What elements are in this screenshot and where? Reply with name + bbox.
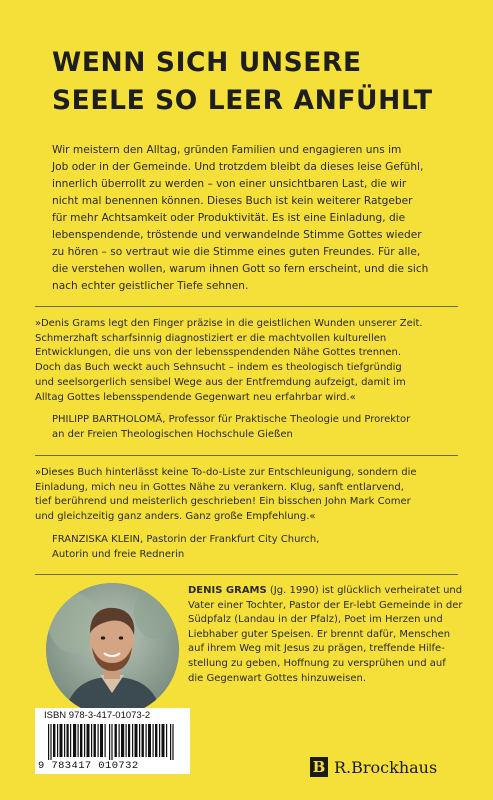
divider-bottom: [35, 574, 458, 575]
quote-line: Entwicklungen, die uns von der lebensspendenden Nähe Gottes trennen.: [35, 347, 402, 359]
endorsement-attribution-1: [52, 413, 410, 442]
intro-line: für mehr Achtsamkeit oder Produktivität. Es ist eine Einladung, die: [52, 212, 406, 224]
isbn-label: ISBN 978-3-417-01073-2: [44, 710, 151, 721]
intro-line: zu hören – so vertraut wie die Stimme eines guten Freundes. Für alle,: [52, 246, 421, 258]
headline-line-2: SEELE SO LEER ANFÜHLT: [52, 85, 433, 116]
bio-line: Südpfalz (Landau in der Pfalz), Poet im Herzen und: [188, 614, 443, 626]
quote-line: und gleichzeitig ganz anders. Ganz große Empfehlung.«: [35, 511, 316, 523]
quote-line: und seelsorgerlich sensibel Wege aus der Entfremdung aufzeigt, damit im: [35, 376, 406, 388]
intro-line: innerlich überrollt zu werden – von einer unsichtbaren Last, die wir: [52, 178, 407, 190]
attribution-line: FRANZISKA KLEIN, Pastorin der Frankfurt City Church,: [52, 534, 320, 545]
bio-line: Vater einer Tochter, Pastor der Er-lebt Gemeinde in der: [188, 599, 463, 611]
bio-line: stellung zu geben, Hoffnung zu versprühen und auf: [188, 657, 446, 669]
headline: [52, 44, 452, 120]
author-photo: [46, 583, 179, 716]
intro-paragraph: [52, 142, 457, 295]
endorsement-quote-1: [35, 317, 460, 405]
attribution-line: PHILIPP BARTHOLOMÄ, Professor für Praktische Theologie und Prorektor: [52, 414, 411, 425]
intro-line: nach echter geistlicher Tiefe sehnen.: [52, 280, 249, 292]
quote-line: Doch das Buch weckt auch Sehnsucht – indem es theologisch tiefgründig: [35, 362, 402, 374]
quote-line: »Denis Grams legt den Finger präzise in die geistlichen Wunden unserer Zeit.: [35, 318, 423, 329]
quote-line: Einladung, mich neu in Gottes Nähe zu verankern. Klug, sanft entlarvend,: [35, 481, 404, 493]
quote-line: »Dieses Buch hinterlässt keine To-do-Liste zur Entschleunigung, sondern die: [35, 467, 417, 478]
endorsement-quote-2: [35, 466, 460, 525]
divider-middle: [35, 455, 458, 456]
publisher-logo: [310, 755, 437, 779]
intro-line: Wir meistern den Alltag, gründen Familien und engagieren uns im: [52, 144, 402, 156]
intro-line: nicht mal benennen können. Dieses Buch ist kein weiterer Ratgeber: [52, 195, 413, 207]
bio-first-line: [188, 584, 468, 599]
attribution-line: an der Freien Theologischen Hochschule Gießen: [52, 428, 293, 440]
publisher-b-icon: B: [310, 757, 328, 777]
headline-line-1: WENN SICH UNSERE: [52, 47, 362, 78]
quote-line: Alltag Gottes lebensspendende Gegenwart neu erfahrbar wird.«: [35, 391, 356, 403]
author-bio: [188, 584, 468, 686]
quote-line: Schmerzhaft scharfsinnig diagnostiziert er die machtvollen kulturellen: [35, 332, 387, 344]
endorsement-attribution-2: [52, 533, 319, 562]
attribution-line: Autorin und freie Rednerin: [52, 548, 185, 560]
publisher-name: R.Brockhaus: [334, 757, 438, 777]
barcode-icon: [48, 724, 176, 760]
bio-first-line-rest: (Jg. 1990) ist glücklich verheiratet und: [266, 585, 463, 596]
intro-line: Job oder in der Gemeinde. Und trotzdem bleibt da dieses leise Gefühl,: [52, 161, 424, 173]
bio-line: Liebhaber guter Speisen. Er brennt dafür, Menschen: [188, 628, 451, 640]
ean-digits: 9 783417 010732: [38, 760, 139, 772]
author-portrait-icon: [46, 583, 179, 716]
bio-line: auf ihrem Weg mit Jesus zu prägen, treffende Hilfe-: [188, 643, 445, 655]
divider-top: [35, 306, 458, 307]
author-name: DENIS GRAMS: [188, 585, 267, 596]
intro-line: lebenspendende, tröstende und verwandelnde Stimme Gottes wieder: [52, 229, 422, 241]
quote-line: tief berührend und meisterlich geschrieben! Ein bisschen John Mark Comer: [35, 496, 411, 508]
bio-line: die Gegenwart Gottes hinzuweisen.: [188, 672, 366, 684]
intro-line: die verstehen wollen, warum ihnen Gott so fern erscheint, und die sich: [52, 263, 429, 275]
